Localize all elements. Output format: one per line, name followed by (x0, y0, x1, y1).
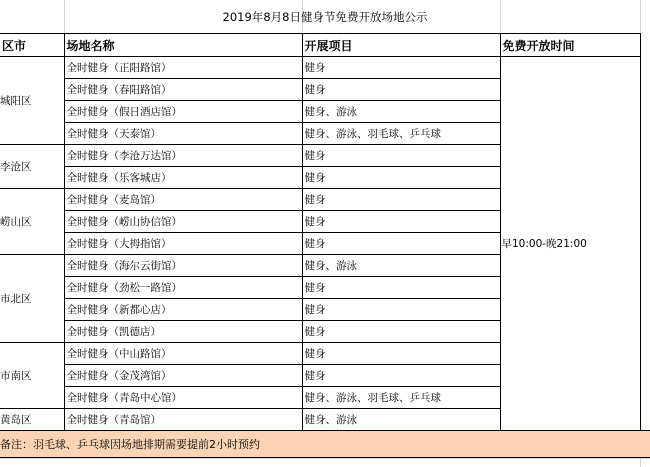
venue-cell[interactable]: 全时健身（崂山协信馆） (64, 211, 302, 233)
header-row (0, 34, 640, 57)
table-row (0, 57, 640, 79)
header-time[interactable]: 免费开放时间 (500, 34, 640, 57)
activity-cell[interactable]: 健身 (302, 145, 500, 167)
district-cell[interactable]: 黄岛区 (0, 409, 64, 431)
venue-cell[interactable]: 全时健身（劲松一路馆） (64, 277, 302, 299)
activity-cell[interactable]: 健身 (302, 277, 500, 299)
venue-cell[interactable]: 全时健身（中山路馆） (64, 343, 302, 365)
activity-cell[interactable]: 健身 (302, 321, 500, 343)
activity-cell[interactable]: 健身 (302, 189, 500, 211)
activity-cell[interactable]: 健身 (302, 211, 500, 233)
venue-cell[interactable]: 全时健身（乐客城店） (64, 167, 302, 189)
district-cell[interactable]: 城阳区 (0, 57, 64, 145)
venue-cell[interactable]: 全时健身（青岛中心馆） (64, 387, 302, 409)
venue-cell[interactable]: 全时健身（正阳路馆） (64, 57, 302, 79)
activity-cell[interactable]: 健身、游泳、羽毛球、乒乓球 (302, 387, 500, 409)
venue-cell[interactable]: 全时健身（春阳路馆） (64, 79, 302, 101)
activity-cell[interactable]: 健身 (302, 57, 500, 79)
activity-cell[interactable]: 健身、游泳 (302, 101, 500, 123)
open-time-cell[interactable]: 早10:00-晚21:00 (500, 57, 640, 431)
venue-cell[interactable]: 全时健身（青岛馆） (64, 409, 302, 431)
header-activity[interactable]: 开展项目 (302, 34, 500, 57)
activity-cell[interactable]: 健身 (302, 343, 500, 365)
venue-cell[interactable]: 全时健身（麦岛馆） (64, 189, 302, 211)
activity-cell[interactable]: 健身 (302, 365, 500, 387)
venue-cell[interactable]: 全时健身（李沧万达馆） (64, 145, 302, 167)
district-cell[interactable]: 崂山区 (0, 189, 64, 255)
venue-cell[interactable]: 全时健身（海尔云街馆） (64, 255, 302, 277)
activity-cell[interactable]: 健身 (302, 167, 500, 189)
venue-cell[interactable]: 全时健身（金茂湾馆） (64, 365, 302, 387)
district-cell[interactable]: 李沧区 (0, 145, 64, 189)
venue-cell[interactable]: 全时健身（凯德店） (64, 321, 302, 343)
venue-cell[interactable]: 全时健身（天泰馆） (64, 123, 302, 145)
activity-cell[interactable]: 健身 (302, 79, 500, 101)
activity-cell[interactable]: 健身、游泳、羽毛球、乒乓球 (302, 123, 500, 145)
note-text: 备注：羽毛球、乒乓球因场地排期需要提前2小时预约 (0, 438, 260, 451)
venue-cell[interactable]: 全时健身（假日酒店馆） (64, 101, 302, 123)
activity-cell[interactable]: 健身、游泳 (302, 409, 500, 431)
venue-table (0, 33, 641, 431)
header-district[interactable]: 区市 (0, 34, 64, 57)
note-row[interactable] (0, 430, 650, 458)
header-venue[interactable]: 场地名称 (64, 34, 302, 57)
venue-cell[interactable]: 全时健身（新都心店） (64, 299, 302, 321)
district-cell[interactable]: 市南区 (0, 343, 64, 409)
sheet-title[interactable]: 2019年8月8日健身节免费开放场地公示 (222, 9, 428, 24)
activity-cell[interactable]: 健身、游泳 (302, 255, 500, 277)
district-cell[interactable]: 市北区 (0, 255, 64, 343)
activity-cell[interactable]: 健身 (302, 233, 500, 255)
activity-cell[interactable]: 健身 (302, 299, 500, 321)
venue-cell[interactable]: 全时健身（大拇指馆） (64, 233, 302, 255)
